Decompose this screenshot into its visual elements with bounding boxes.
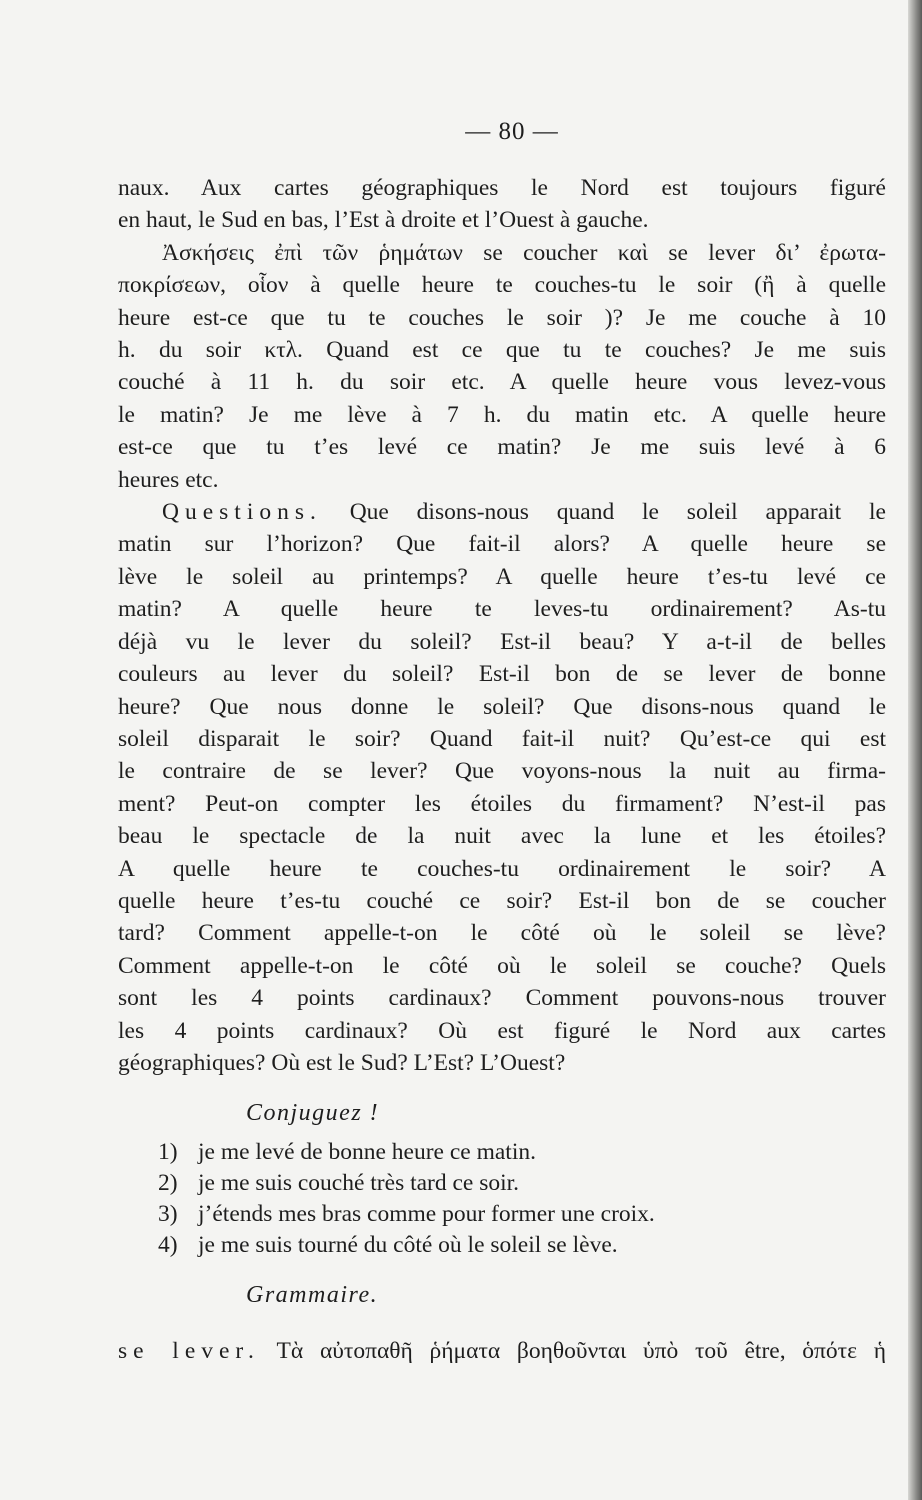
text-line: matin? A quelle heure te leves-tu ordinairement? As-tu	[118, 596, 886, 623]
list-text: je me suis couché très tard ce soir.	[198, 1170, 520, 1197]
page-edge	[908, 0, 922, 1500]
text-line: géographiques? Où est le Sud? L’Est? L’Ouest?	[118, 1049, 566, 1076]
grammaire-heading: Grammaire.	[246, 1282, 379, 1309]
text-line: le contraire de se lever? Que voyons-nous la nuit au firma-	[118, 758, 886, 785]
text-line: déjà vu le lever du soleil? Est-il beau? Y a-t-il de belles	[118, 628, 886, 655]
text-line: matin sur l’horizon? Que fait-il alors? A quelle heure se	[118, 531, 886, 558]
text-line: naux. Aux cartes géographiques le Nord est toujours figuré	[118, 175, 886, 201]
list-item	[158, 1199, 886, 1230]
conjuguez-heading: Conjuguez !	[246, 1100, 380, 1127]
text-line: Comment appelle-t-on le côté où le soleil se couche? Quels	[118, 952, 886, 979]
grammar-text-line	[118, 1335, 886, 1367]
page-number: — 80 —	[465, 118, 559, 145]
page-content	[118, 112, 886, 1367]
text-line: heure? Que nous donne le soleil? Que disons-nous quand le	[118, 693, 886, 720]
grammar-lead: se lever.	[118, 1338, 260, 1365]
text-line: lève le soleil au printemps? A quelle heure t’es-tu levé ce	[118, 563, 886, 590]
text-line: en haut, le Sud en bas, l’Est à droite et l’Ouest à gauche.	[118, 207, 649, 234]
text-line: A quelle heure te couches-tu ordinairement le soir? A	[118, 855, 886, 882]
text-line	[118, 496, 886, 528]
text-line: est-ce que tu t’es levé ce matin? Je me suis levé à 6	[118, 434, 886, 461]
text-line: heures etc.	[118, 466, 219, 493]
list-text: j’étends mes bras comme pour former une croix.	[198, 1201, 655, 1228]
text-line: couleurs au lever du soleil? Est-il bon de se lever de bonne	[118, 661, 886, 688]
text-line: quelle heure t’es-tu couché ce soir? Est-il bon de se coucher	[118, 887, 886, 914]
list-number: 2)	[158, 1170, 178, 1197]
text-line: sont les 4 points cardinaux? Comment pouvons-nous trouver	[118, 985, 886, 1012]
list-text: je me suis tourné du côté où le soleil se lève.	[198, 1232, 618, 1259]
text-line: heure est-ce que tu te couches le soir )? Je me couche à 10	[118, 304, 886, 331]
questions-label: Questions.	[162, 499, 322, 526]
list-number: 1)	[158, 1139, 178, 1166]
text-line: ποκρίσεων, οἷον à quelle heure te couches-tu le soir (ἢ à quelle	[118, 272, 886, 299]
conjugation-list	[118, 1137, 886, 1261]
grammar-rest: Τὰ αὐτοπαθῆ ῥήματα βοηθοῦνται ὑπὸ τοῦ être, ὁπότε ἡ	[259, 1338, 886, 1365]
text-line: couché à 11 h. du soir etc. A quelle heure vous levez-vous	[118, 369, 886, 396]
paragraph-maps	[118, 172, 886, 237]
list-item	[158, 1230, 886, 1261]
list-number: 3)	[158, 1201, 178, 1228]
paragraph-questions	[118, 496, 886, 1079]
text-line: les 4 points cardinaux? Où est figuré le Nord aux cartes	[118, 1017, 886, 1044]
list-item	[158, 1168, 886, 1199]
text-line: soleil disparait le soir? Quand fait-il nuit? Qu’est-ce qui est	[118, 725, 886, 752]
paragraph-exercises	[118, 237, 886, 496]
list-number: 4)	[158, 1232, 178, 1259]
text-line: Ἀσκήσεις ἐπὶ τῶν ῥημάτων se coucher καὶ se lever δι’ ἐρωτα-	[162, 239, 886, 266]
text-line: le matin? Je me lève à 7 h. du matin etc. A quelle heure	[118, 401, 886, 428]
text-line: ment? Peut-on compter les étoiles du firmament? N’est-il pas	[118, 790, 886, 817]
text-line: tard? Comment appelle-t-on le côté où le soleil se lève?	[118, 920, 886, 947]
text-line: h. du soir κτλ. Quand est ce que tu te couches? Je me suis	[118, 337, 886, 364]
list-text: je me levé de bonne heure ce matin.	[198, 1139, 536, 1166]
questions-first-line: Que disons-nous quand le soleil apparait le	[321, 499, 886, 526]
list-item	[158, 1137, 886, 1168]
text-line: beau le spectacle de la nuit avec la lune et les étoiles?	[118, 823, 886, 850]
